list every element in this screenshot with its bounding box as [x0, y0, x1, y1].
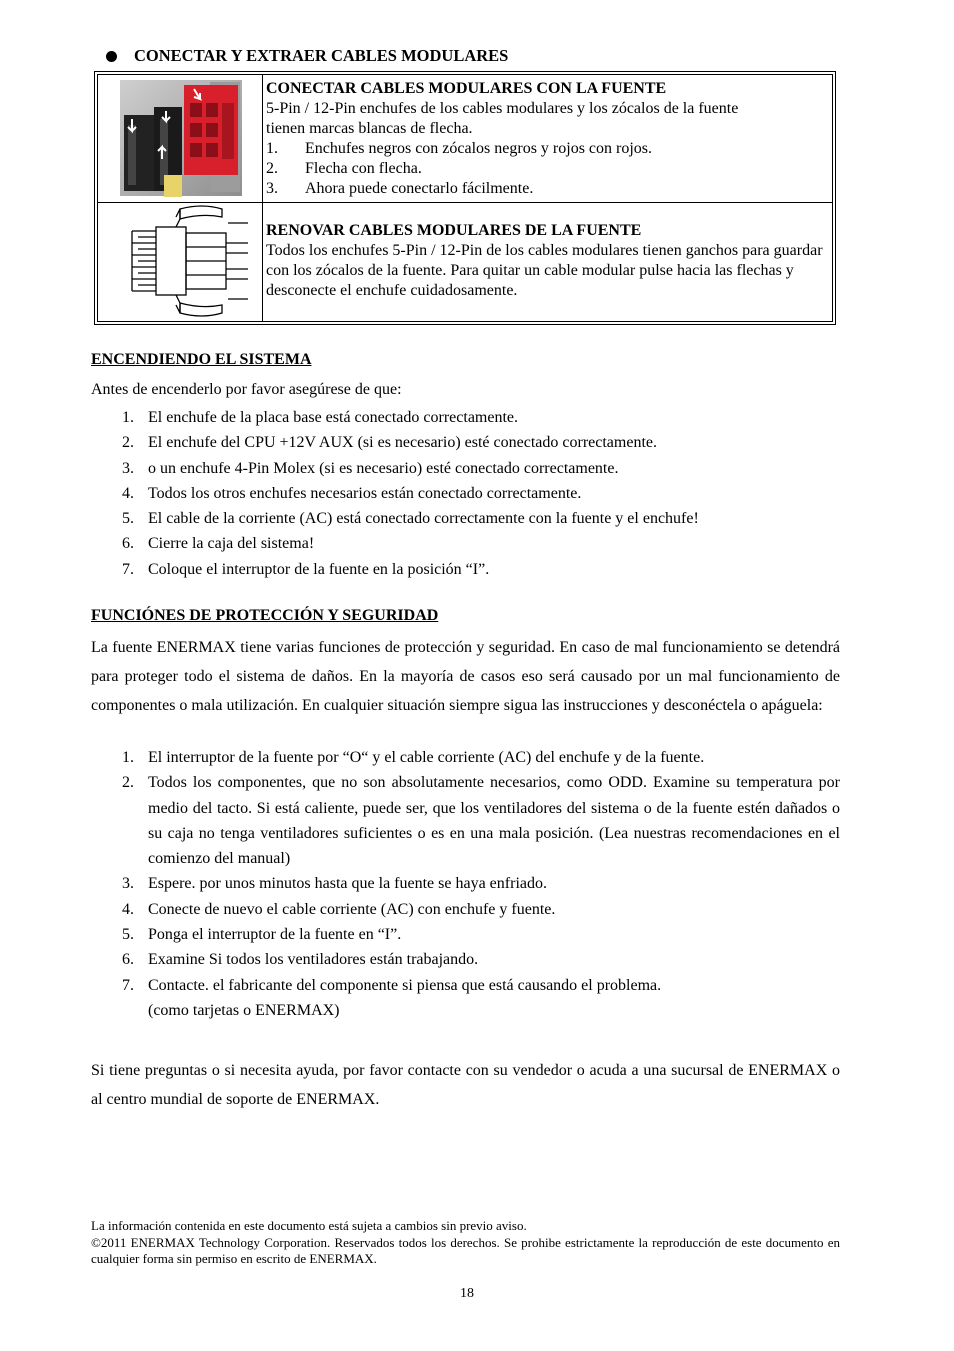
- remove-desc: Todos los enchufes 5-Pin / 12-Pin de los cables modulares tienen ganchos para guardar con los zócalos de la fuente. Para quitar un cable modular pulse hacia las flechas y desconecte el enchufe cuidadosamente.: [266, 242, 823, 299]
- connect-desc-line1: 5-Pin / 12-Pin enchufes de los cables modulares y los zócalos de la fuente: [266, 100, 739, 117]
- list-item: 1. El interruptor de la fuente por “O“ y el cable corriente (AC) del enchufe y de la fuente.: [122, 749, 705, 766]
- connect-step: 2. Flecha con flecha.: [266, 160, 422, 177]
- list-item: 4. Conecte de nuevo el cable corriente (AC) con enchufe y fuente.: [122, 900, 556, 918]
- support-paragraph: Si tiene preguntas o si necesita ayuda, por favor contacte con su vendedor o acuda a una sucursal de ENERMAX o al centro mundial de soporte de ENERMAX.: [91, 1062, 840, 1109]
- modular-cables-table: [94, 71, 836, 325]
- connector-photo-icon: [98, 75, 258, 199]
- startup-intro: Antes de encenderlo por favor asegúrese de que:: [91, 381, 402, 398]
- list-item: 5. El cable de la corriente (AC) está conectado correctamente con la fuente y el enchufe!: [122, 510, 699, 528]
- modular-cables-heading: [106, 46, 508, 66]
- bullet-icon: [106, 51, 117, 62]
- remove-text: [266, 221, 828, 301]
- list-item: 4. Todos los otros enchufes necesarios están conectado correctamente.: [122, 484, 582, 502]
- connector-release-diagram-icon: [98, 203, 258, 319]
- remove-diagram-cell: [98, 203, 263, 321]
- list-item: 2. Todos los componentes, que no son absolutamente necesarios, como ODD. Examine su temperatura por medio del tacto. Si está caliente, puede ser, que los ventiladores del sistema o de la fuente estén dañados o su caja no tenga ventiladores suficientes o es en una mala posición. (Lea nuestras recomendaciones en el comienzo del manual): [122, 774, 840, 868]
- list-item: 3. Espere. por unos minutos hasta que la fuente se haya enfriado.: [122, 875, 547, 893]
- list-item: 7. Contacte. el fabricante del componente si piensa que está causando el problema.: [122, 976, 662, 994]
- footer-notice: La información contenida en este documento está sujeta a cambios sin previo aviso.: [91, 1218, 527, 1233]
- startup-checklist: [91, 405, 840, 582]
- list-item: 7. Coloque el interruptor de la fuente en la posición “I”.: [122, 560, 490, 578]
- list-item: 6. Cierre la caja del sistema!: [122, 535, 315, 553]
- footer-copyright: ©2011 ENERMAX Technology Corporation. Reservados todos los derechos. Se prohibe estrictamente la reproducción de este documento en cualquier forma sin permiso en escrito de ENERMAX.: [91, 1234, 840, 1266]
- protection-steps: [91, 745, 840, 1023]
- legal-footer: [91, 1218, 840, 1268]
- list-item: 2. El enchufe del CPU +12V AUX (si es necesario) esté conectado correctamente.: [122, 434, 657, 452]
- protection-section-title: FUNCIÓNES DE PROTECCIÓN Y SEGURIDAD: [91, 607, 439, 624]
- remove-row: [98, 203, 832, 321]
- list-item: 5. Ponga el interruptor de la fuente en “I”.: [122, 926, 402, 944]
- protection-intro: La fuente ENERMAX tiene varias funciones de protección y seguridad. En caso de mal funcionamiento se detendrá para proteger todo el sistema de daños. En la mayoría de casos eso será causado por un mal funcionamiento de componentes o mala utilización. En cualquier situación siempre sigua las instrucciones y desconéctela o apáguela:: [91, 639, 840, 715]
- connect-photo-cell: [98, 75, 263, 202]
- connect-step: 1. Enchufes negros con zócalos negros y rojos con rojos.: [266, 140, 653, 157]
- list-item: 1. El enchufe de la placa base está conectado correctamente.: [122, 409, 519, 426]
- startup-section-title: ENCENDIENDO EL SISTEMA: [91, 351, 312, 368]
- connect-row: [98, 75, 832, 203]
- modular-heading-text: CONECTAR Y EXTRAER CABLES MODULARES: [134, 46, 509, 65]
- connect-step: 3. Ahora puede conectarlo fácilmente.: [266, 180, 534, 197]
- page-number: 18: [460, 1286, 474, 1301]
- connect-title: CONECTAR CABLES MODULARES CON LA FUENTE: [266, 80, 667, 97]
- list-item-continuation: (como tarjetas o ENERMAX): [148, 1001, 340, 1019]
- connect-text: [266, 79, 828, 199]
- remove-title: RENOVAR CABLES MODULARES DE LA FUENTE: [266, 222, 642, 239]
- list-item: 3. o un enchufe 4-Pin Molex (si es necesario) esté conectado correctamente.: [122, 459, 619, 477]
- list-item: 6. Examine Si todos los ventiladores están trabajando.: [122, 951, 479, 969]
- connect-desc-line2: tienen marcas blancas de flecha.: [266, 120, 473, 137]
